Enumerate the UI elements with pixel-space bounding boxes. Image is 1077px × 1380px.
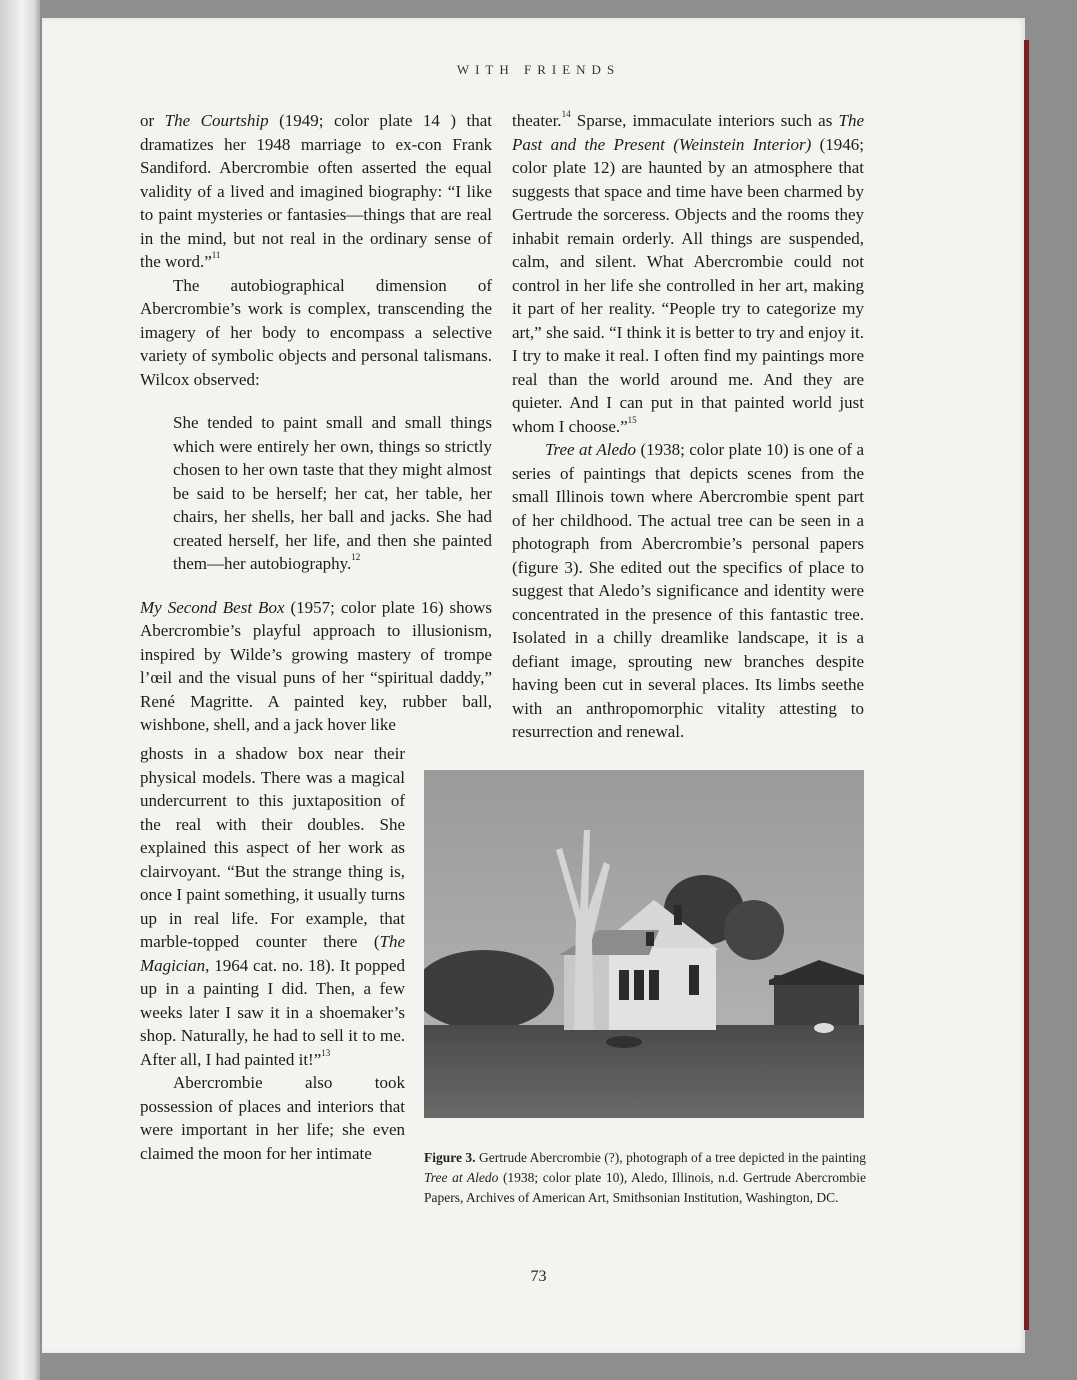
right-column <box>512 109 864 744</box>
footnote-ref: 15 <box>627 414 637 425</box>
figure-caption: Figure 3. Gertrude Abercrombie (?), photograph of a tree depicted in the painting Tree at Aledo (1938; color plate 10), Aledo, Illinois, n.d. Gertrude Abercrombie Papers, Archives of American Art, Smithsonian Institution, Washington, DC. <box>424 1150 867 1205</box>
block-quote: She tended to paint small and small things which were entirely her own, things so strictly chosen to her own taste that they might almost be said to be herself; her cat, her table, her chairs, her shells, her ball and jacks. She had created herself, her life, and then she painted them—her autobiography.$^{12}$ <box>173 413 492 573</box>
footnote-ref: 13 <box>321 1047 331 1058</box>
paragraph: theater.$^{14}$ Sparse, immaculate interiors such as The Past and the Present (Weinstein Interior) (1946; color plate 12) are haunted by an atmosphere that suggests that space and time have been charmed by Gertrude the sorceress. Objects and the rooms they inhabit remain orderly. All things are suspended, calm, and silent. What Abercrombie could not control in her life she controlled in her art, making it part of her reality. “People try to categorize my art,” she said. “I think it is better to try and enjoy it. I try to make it real. I often find my paintings more real than the world around me. And they are quieter. And I can put in that painted world just whom I choose.”$^{15}$ <box>512 109 864 436</box>
paragraph: My Second Best Box (1957; color plate 16) shows Abercrombie’s playful approach to illusionism, inspired by Wilde’s growing mastery of trompe l’œil and the visual puns of her “spiritual daddy,” René Magritte. A painted key, rubber ball, wishbone, shell, and a jack hover like <box>140 597 492 734</box>
paragraph: The autobiographical dimension of Abercrombie’s work is complex, transcending the imagery of her body to encompass a selective variety of symbolic objects and personal talismans. Wilcox observed: <box>140 275 492 389</box>
left-column-top <box>140 109 492 737</box>
paragraph: Tree at Aledo (1938; color plate 10) is one of a series of paintings that depicts scenes from the small Illinois town where Abercrombie spent part of her childhood. The actual tree can be seen in a photograph from Abercrombie’s personal papers (figure 3). She edited out the specifics of place to suggest that Aledo’s significance and identity were concentrated in the presence of this fantastic tree. Isolated in a chilly dreamlike landscape, it is a defiant image, sprouting new branches despite having been cut in several places. Its limbs seethe with an anthropomorphic vitality attesting to resurrection and renewal. <box>512 440 864 741</box>
footnote-ref: 12 <box>351 552 361 562</box>
footnote-ref: 14 <box>561 109 571 119</box>
page-edge <box>1024 40 1029 1330</box>
farmhouse-tree-photo <box>424 770 864 1118</box>
paragraph: ghosts in a shadow box near their physical models. There was a magical undercurrent to this juxtaposition of the real with their doubles. She explained this aspect of her work as clairvoyant. “But the strange thing is, once I paint something, it usually turns up in real life. For example, that marble-topped counter there (The Magician, 1964 cat. no. 18). It popped up in a painting I did. Then, a few weeks later I saw it in a shoemaker’s shop. Naturally, he had to sell it to me. After all, I had painted it!”$^{13}$ <box>140 744 405 1069</box>
figure-photograph <box>424 770 864 1118</box>
paragraph: or The Courtship (1949; color plate 14 ) that dramatizes her 1948 marriage to ex-con Frank Sandiford. Abercrombie often asserted the equal validity of a lived and imagined biography: “I like to paint mysteries or fantasies—things that are real in the mind, but not real in the ordinary sense of the word.”$^{11}$ <box>140 111 492 271</box>
footnote-ref: 11 <box>211 250 221 260</box>
book-spine-shadow <box>0 0 40 1380</box>
running-head: WITH FRIENDS <box>456 62 621 77</box>
paragraph: Abercrombie also took possession of places and interiors that were important in her life; she even claimed the moon for her intimate <box>140 1073 405 1163</box>
page-number: 73 <box>530 1268 547 1285</box>
left-column-bottom <box>140 742 405 1165</box>
